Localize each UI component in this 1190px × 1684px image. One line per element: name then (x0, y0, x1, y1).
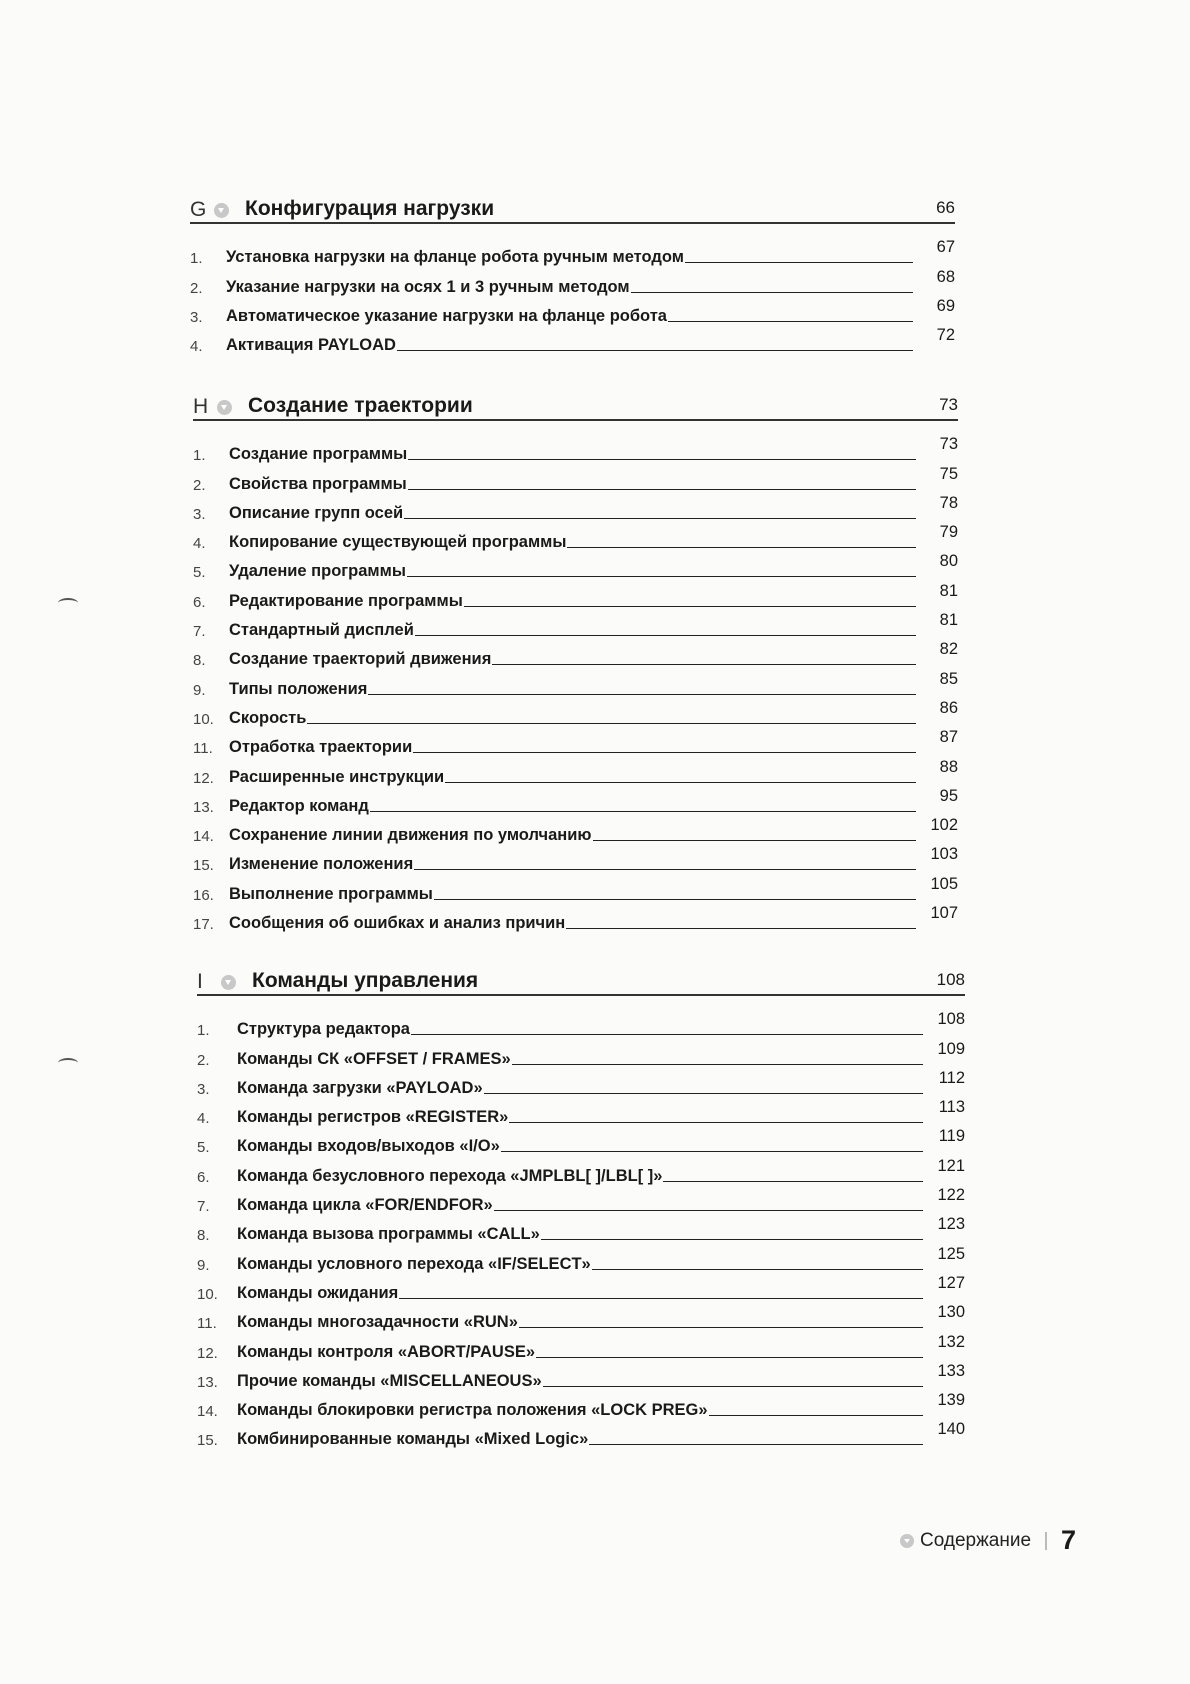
entry-number: 1. (193, 447, 206, 465)
toc-entry[interactable] (193, 845, 958, 874)
entry-page: 122 (937, 1186, 965, 1205)
leader-line (709, 1415, 923, 1416)
entry-title: Свойства программы (229, 474, 407, 493)
entry-title: Команды ожидания (237, 1283, 399, 1302)
leader-line (536, 1357, 923, 1358)
leader-line (631, 292, 913, 293)
entry-page: 73 (939, 435, 958, 454)
entry-page: 85 (939, 669, 958, 688)
entry-number: 5. (197, 1139, 210, 1157)
toc-entry[interactable] (197, 1332, 965, 1361)
entry-number: 12. (193, 769, 214, 787)
entry-number: 16. (193, 886, 214, 904)
toc-entry[interactable] (197, 1420, 965, 1449)
entry-page: 81 (939, 581, 958, 600)
toc-entry[interactable] (193, 728, 958, 757)
entry-title: Создание траекторий движения (229, 650, 492, 669)
section-title: Команды управления (252, 969, 479, 992)
entry-title: Типы положения (229, 679, 368, 698)
leader-line (411, 1034, 923, 1035)
entry-page: 119 (938, 1127, 965, 1146)
entry-number: 10. (197, 1285, 218, 1303)
leader-line (566, 928, 916, 929)
footer-label: Содержание (920, 1529, 1032, 1551)
page-number: 7 (1061, 1525, 1077, 1555)
entry-number: 14. (193, 828, 214, 846)
entry-page: 107 (930, 904, 958, 923)
entry-title: Команды многозадачности «RUN» (237, 1313, 518, 1332)
section-page: 66 (936, 198, 955, 217)
entry-page: 130 (937, 1303, 965, 1322)
entry-title: Создание программы (229, 445, 408, 464)
punch-hole-mark (58, 1058, 78, 1068)
entry-page: 69 (936, 296, 955, 315)
entry-number: 11. (193, 740, 213, 758)
leader-line (445, 782, 916, 783)
toc-entry[interactable] (193, 523, 958, 552)
entry-number: 8. (197, 1227, 210, 1245)
chevron-circle-icon (214, 203, 229, 218)
entry-number: 12. (197, 1344, 218, 1362)
toc-entry[interactable] (193, 787, 958, 816)
toc-entry[interactable] (193, 552, 958, 581)
section-g (190, 188, 955, 355)
entry-page: 72 (936, 326, 955, 345)
entry-title: Расширенные инструкции (229, 767, 445, 786)
entry-title: Структура редактора (237, 1020, 410, 1039)
section-heading[interactable] (193, 385, 958, 421)
toc-entry[interactable] (193, 699, 958, 728)
entry-number: 7. (197, 1198, 210, 1216)
entry-page: 139 (937, 1391, 965, 1410)
toc-entry[interactable] (197, 1039, 965, 1068)
toc-entry[interactable] (193, 904, 958, 933)
chevron-circle-icon (217, 400, 232, 415)
leader-line (397, 350, 913, 351)
leader-line (543, 1386, 923, 1387)
entry-title: Редактор команд (229, 796, 369, 815)
entry-title: Изменение положения (229, 855, 414, 874)
entry-title: Команда безусловного перехода «JMPLBL[ ]/LBL[ ]» (237, 1166, 663, 1185)
entry-title: Команды входов/выходов «I/O» (237, 1137, 500, 1156)
toc-entry[interactable] (193, 494, 958, 523)
section-i (197, 960, 965, 1449)
leader-line (593, 840, 916, 841)
toc-entry[interactable] (193, 874, 958, 903)
entry-number: 13. (197, 1373, 218, 1391)
toc-entry[interactable] (193, 611, 958, 640)
entry-number: 14. (197, 1403, 218, 1421)
toc-entry[interactable] (197, 1274, 965, 1303)
entry-number: 3. (197, 1080, 210, 1098)
entry-number: 8. (193, 652, 206, 670)
entry-page: 113 (938, 1098, 965, 1117)
entry-number: 13. (193, 798, 214, 816)
entry-title: Комбинированные команды «Mixed Logic» (237, 1430, 589, 1449)
toc-entry[interactable] (197, 1303, 965, 1332)
toc-list (193, 435, 958, 933)
leader-line (404, 518, 916, 519)
entry-number: 2. (193, 476, 206, 494)
toc-entry[interactable] (197, 1098, 965, 1127)
entry-title: Команды регистров «REGISTER» (237, 1108, 509, 1127)
entry-page: 133 (937, 1361, 965, 1380)
toc-entry[interactable] (197, 1010, 965, 1039)
entry-page: 112 (938, 1068, 965, 1087)
section-h (193, 385, 958, 933)
entry-title: Команды условного перехода «IF/SELECT» (237, 1254, 591, 1273)
section-page: 108 (936, 970, 965, 989)
chevron-circle-icon (221, 975, 236, 990)
toc-entry[interactable] (193, 464, 958, 493)
leader-line (541, 1239, 923, 1240)
toc-entry[interactable] (197, 1215, 965, 1244)
section-page: 73 (939, 395, 958, 414)
leader-line (307, 723, 916, 724)
entry-title: Активация PAYLOAD (226, 336, 396, 355)
entry-number: 5. (193, 564, 206, 582)
toc-entry[interactable] (197, 1362, 965, 1391)
entry-title: Отработка траектории (229, 738, 413, 757)
leader-line (413, 752, 916, 753)
toc-entry[interactable] (197, 1244, 965, 1273)
entry-title: Описание групп осей (229, 503, 404, 522)
leader-line (492, 664, 916, 665)
toc-entry[interactable] (197, 1127, 965, 1156)
section-title: Создание траектории (248, 394, 473, 417)
leader-line (370, 811, 916, 812)
section-title: Конфигурация нагрузки (245, 197, 495, 220)
toc-entry[interactable] (197, 1156, 965, 1185)
entry-number: 3. (190, 308, 203, 326)
entry-page: 78 (939, 493, 958, 512)
leader-line (663, 1181, 923, 1182)
toc-entry[interactable] (190, 267, 955, 296)
entry-page: 108 (937, 1010, 965, 1029)
entry-page: 102 (930, 816, 958, 835)
leader-line (484, 1093, 923, 1094)
entry-title: Скорость (229, 708, 307, 727)
entry-page: 125 (937, 1244, 965, 1263)
toc-entry[interactable] (193, 757, 958, 786)
entry-number: 9. (193, 681, 206, 699)
page-footer (900, 1525, 1076, 1556)
entry-page: 68 (936, 267, 955, 286)
entry-number: 6. (197, 1168, 210, 1186)
entry-page: 123 (937, 1215, 965, 1234)
leader-line (512, 1064, 923, 1065)
entry-number: 7. (193, 623, 206, 641)
entry-number: 4. (197, 1110, 210, 1128)
entry-page: 103 (930, 845, 958, 864)
leader-line (368, 694, 916, 695)
toc-entry[interactable] (193, 816, 958, 845)
leader-line (414, 869, 916, 870)
entry-page: 127 (937, 1273, 965, 1292)
entry-page: 75 (939, 464, 958, 483)
entry-title: Команда загрузки «PAYLOAD» (237, 1078, 483, 1097)
entry-title: Удаление программы (229, 562, 406, 581)
leader-line (408, 459, 916, 460)
leader-line (592, 1269, 923, 1270)
entry-number: 15. (193, 857, 214, 875)
entry-number: 3. (193, 505, 206, 523)
punch-hole-mark (58, 598, 78, 608)
entry-page: 87 (939, 728, 958, 747)
entry-title: Выполнение программы (229, 884, 433, 903)
section-letter: I (197, 970, 203, 993)
entry-number: 15. (197, 1432, 218, 1450)
section-letter: G (190, 198, 207, 221)
leader-line (408, 489, 916, 490)
entry-title: Копирование существующей программы (229, 533, 567, 552)
toc-list (197, 1010, 965, 1449)
leader-line (407, 576, 916, 577)
entry-title: Прочие команды «MISCELLANEOUS» (237, 1371, 542, 1390)
leader-line (685, 262, 913, 263)
entry-number: 2. (190, 279, 203, 297)
entry-page: 86 (939, 698, 958, 717)
entry-page: 109 (937, 1039, 965, 1058)
entry-title: Редактирование программы (229, 591, 463, 610)
leader-line (464, 606, 916, 607)
leader-line (668, 321, 913, 322)
entry-number: 4. (193, 535, 206, 553)
section-heading[interactable] (190, 188, 955, 224)
entry-page: 82 (939, 640, 958, 659)
leader-line (501, 1151, 923, 1152)
entry-title: Команды блокировки регистра положения «LOCK PREG» (237, 1401, 708, 1420)
entry-page: 88 (939, 757, 958, 776)
entry-title: Команды контроля «ABORT/PAUSE» (237, 1342, 536, 1361)
toc-entry[interactable] (193, 640, 958, 669)
toc-entry[interactable] (190, 326, 955, 355)
entry-title: Команда вызова программы «CALL» (237, 1225, 540, 1244)
leader-line (567, 547, 916, 548)
entry-number: 4. (190, 338, 203, 356)
entry-page: 81 (939, 611, 958, 630)
entry-title: Автоматическое указание нагрузки на фланце робота (226, 306, 667, 325)
toc-entry[interactable] (197, 1186, 965, 1215)
chevron-circle-icon (900, 1534, 914, 1548)
toc-list (190, 238, 955, 355)
entry-title: Стандартный дисплей (229, 621, 414, 640)
entry-title: Сохранение линии движения по умолчанию (229, 826, 592, 845)
entry-title: Установка нагрузки на фланце робота ручным методом (226, 248, 684, 267)
toc-entry[interactable] (197, 1391, 965, 1420)
entry-title: Команды СК «OFFSET / FRAMES» (237, 1049, 511, 1068)
leader-line (415, 635, 916, 636)
entry-title: Указание нагрузки на осях 1 и 3 ручным методом (226, 277, 630, 296)
footer-divider (1045, 1532, 1047, 1550)
leader-line (589, 1444, 923, 1445)
entry-page: 105 (930, 874, 958, 893)
entry-page: 67 (936, 238, 955, 257)
entry-number: 6. (193, 593, 206, 611)
entry-number: 11. (197, 1315, 217, 1333)
section-letter: H (193, 395, 209, 418)
entry-page: 140 (937, 1420, 965, 1439)
entry-page: 121 (937, 1156, 965, 1175)
section-heading[interactable] (197, 960, 965, 996)
leader-line (434, 899, 916, 900)
entry-number: 1. (190, 250, 203, 268)
toc-entry[interactable] (190, 297, 955, 326)
entry-title: Сообщения об ошибках и анализ причин (229, 914, 566, 933)
toc-entry[interactable] (197, 1069, 965, 1098)
leader-line (399, 1298, 923, 1299)
entry-title: Команда цикла «FOR/ENDFOR» (237, 1196, 493, 1215)
toc-entry[interactable] (193, 435, 958, 464)
leader-line (509, 1122, 923, 1123)
toc-entry[interactable] (190, 238, 955, 267)
entry-page: 95 (939, 786, 958, 805)
entry-page: 79 (939, 523, 958, 542)
entry-page: 132 (937, 1332, 965, 1351)
toc-entry[interactable] (193, 669, 958, 698)
entry-number: 9. (197, 1256, 210, 1274)
entry-number: 17. (193, 916, 214, 934)
entry-number: 1. (197, 1022, 210, 1040)
toc-entry[interactable] (193, 581, 958, 610)
entry-number: 10. (193, 710, 214, 728)
leader-line (494, 1210, 923, 1211)
entry-number: 2. (197, 1051, 210, 1069)
entry-page: 80 (939, 552, 958, 571)
leader-line (519, 1327, 923, 1328)
